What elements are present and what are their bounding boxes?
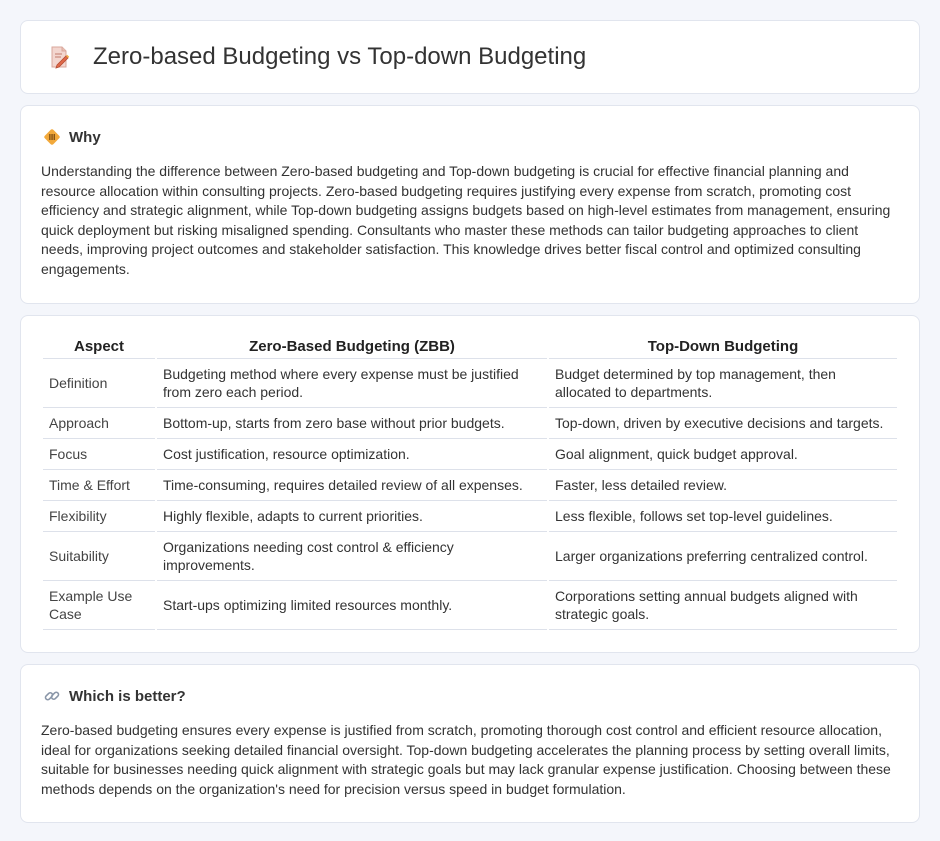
row-top-down: Budget determined by top management, then allocated to departments. [549, 359, 897, 408]
header-top-down: Top-Down Budgeting [549, 334, 897, 359]
row-top-down: Less flexible, follows set top-level guidelines. [549, 501, 897, 532]
table-row [43, 408, 897, 439]
row-top-down: Top-down, driven by executive decisions and targets. [549, 408, 897, 439]
why-text: Understanding the difference between Zero-based budgeting and Top-down budgeting is crucial for effective financial planning and resource allocation within consulting projects. Zero-based budgeting requires justifying every expense from scratch, promoting cost efficiency and strategic alignment, while Top-down budgeting assigns budgets based on high-level estimates from management, ensuring quick deployment but risking misaligned spending. Consultants who master these methods can tailor budgeting approaches to client needs, improving project outcomes and stakeholder satisfaction. This knowledge drives better fiscal control and optimized consulting engagements. [41, 163, 891, 277]
header-aspect: Aspect [43, 334, 155, 359]
why-title: Why [69, 128, 101, 146]
row-zbb: Organizations needing cost control & efficiency improvements. [157, 532, 547, 581]
row-top-down: Goal alignment, quick budget approval. [549, 439, 897, 470]
row-top-down: Larger organizations preferring centralized control. [549, 532, 897, 581]
row-zbb: Budgeting method where every expense must be justified from zero each period. [157, 359, 547, 408]
row-zbb: Start-ups optimizing limited resources monthly. [157, 581, 547, 630]
which-better-section [20, 664, 920, 823]
comparison-section [20, 315, 920, 653]
better-header [41, 687, 899, 705]
row-zbb: Bottom-up, starts from zero base without prior budgets. [157, 408, 547, 439]
document-pencil-icon [47, 45, 71, 69]
row-aspect: Definition [43, 359, 155, 408]
better-title: Which is better? [69, 687, 186, 705]
table-row [43, 439, 897, 470]
header-zbb: Zero-Based Budgeting (ZBB) [157, 334, 547, 359]
why-header [41, 128, 899, 146]
row-top-down: Faster, less detailed review. [549, 470, 897, 501]
row-aspect: Approach [43, 408, 155, 439]
comparison-table [41, 334, 899, 630]
why-section [20, 105, 920, 304]
title-card [20, 20, 920, 94]
table-header-row [43, 334, 897, 359]
row-top-down: Corporations setting annual budgets aligned with strategic goals. [549, 581, 897, 630]
diamond-warning-icon [43, 128, 61, 146]
row-aspect: Suitability [43, 532, 155, 581]
row-aspect: Time & Effort [43, 470, 155, 501]
row-zbb: Time-consuming, requires detailed review of all expenses. [157, 470, 547, 501]
row-aspect: Example Use Case [43, 581, 155, 630]
row-aspect: Flexibility [43, 501, 155, 532]
table-row [43, 470, 897, 501]
row-zbb: Highly flexible, adapts to current priorities. [157, 501, 547, 532]
table-row [43, 501, 897, 532]
row-aspect: Focus [43, 439, 155, 470]
table-row [43, 532, 897, 581]
table-row [43, 359, 897, 408]
better-text: Zero-based budgeting ensures every expense is justified from scratch, promoting thorough cost control and efficient resource allocation, ideal for organizations seeking detailed financial oversight. Top-down budgeting accelerates the planning process by setting overall limits, suitable for businesses needing quick alignment with strategic goals but may lack granular expense justification. Choosing between these methods depends on the organization's need for precision versus speed in budget formulation. [41, 722, 891, 797]
table-row [43, 581, 897, 630]
link-icon [43, 687, 61, 705]
page-title: Zero-based Budgeting vs Top-down Budgeting [93, 43, 587, 70]
row-zbb: Cost justification, resource optimization. [157, 439, 547, 470]
